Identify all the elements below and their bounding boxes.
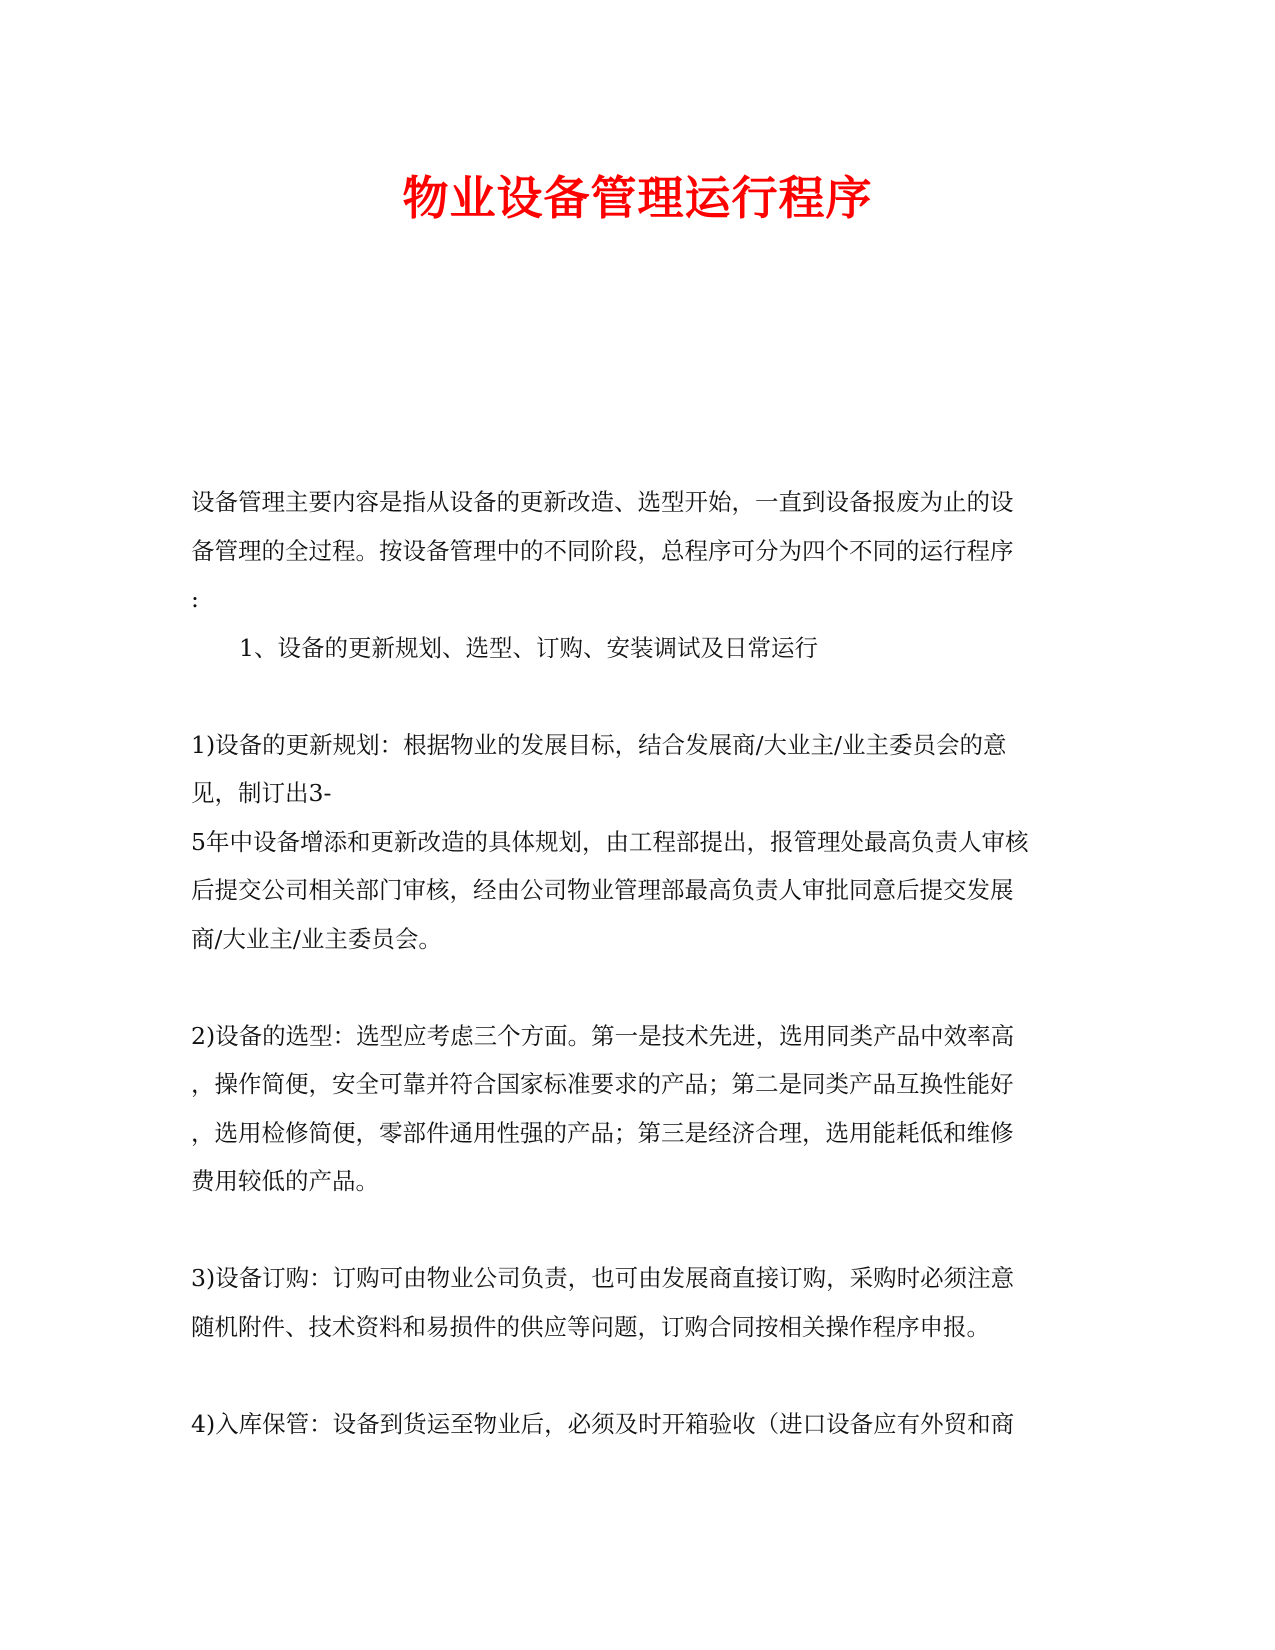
document-title: 物业设备管理运行程序: [402, 171, 873, 225]
text-line: 后提交公司相关部门审核，经由公司物业管理部最高负责人审批同意后提交发展: [191, 876, 1014, 904]
paragraph-gap: [191, 1206, 1091, 1255]
text-line: 5年中设备增添和更新改造的具体规划，由工程部提出，报管理处最高负责人审核: [191, 827, 1029, 856]
text-line: 见，制订出3-: [191, 779, 332, 807]
item-3-paragraph: [191, 1254, 1091, 1351]
text-line: ，选用检修简便，零部件通用性强的产品；第三是经济合理，选用能耗低和维修: [191, 1118, 1014, 1147]
text-line: 备管理的全过程。按设备管理中的不同阶段，总程序可分为四个不同的运行程序: [191, 536, 1014, 565]
text-line: 2)设备的选型：选型应考虑三个方面。第一是技术先进，选用同类产品中效率高: [191, 1021, 1015, 1050]
paragraph-gap: [191, 672, 1091, 721]
text-line: 3)设备订购：订购可由物业公司负责，也可由发展商直接订购，采购时必须注意: [191, 1264, 1015, 1292]
item-1-paragraph: [191, 721, 1091, 964]
paragraph-gap: [191, 1351, 1091, 1400]
text-line: 费用较低的产品。: [191, 1167, 379, 1195]
intro-paragraph: [191, 478, 1091, 624]
text-line: 设备管理主要内容是指从设备的更新改造、选型开始，一直到设备报废为止的设: [191, 488, 1014, 516]
item-4-paragraph: [191, 1400, 1091, 1449]
text-line: 1)设备的更新规划：根据物业的发展目标，结合发展商/大业主/业主委员会的意: [191, 730, 1007, 759]
text-line: 商/大业主/业主委员会。: [191, 924, 442, 953]
text-line: ，操作简便，安全可靠并符合国家标准要求的产品；第二是同类产品互换性能好: [191, 1070, 1014, 1098]
item-2-paragraph: [191, 1012, 1091, 1206]
paragraph-gap: [191, 963, 1091, 1012]
text-line: 随机附件、技术资料和易损件的供应等问题，订购合同按相关操作程序申报。: [191, 1312, 990, 1341]
text-line: 4)入库保管：设备到货运至物业后，必须及时开箱验收（进口设备应有外贸和商: [191, 1409, 1015, 1438]
document-body: [191, 478, 1091, 1448]
section-heading: 1、设备的更新规划、选型、订购、安装调试及日常运行: [239, 633, 818, 662]
text-line: :: [191, 585, 199, 613]
